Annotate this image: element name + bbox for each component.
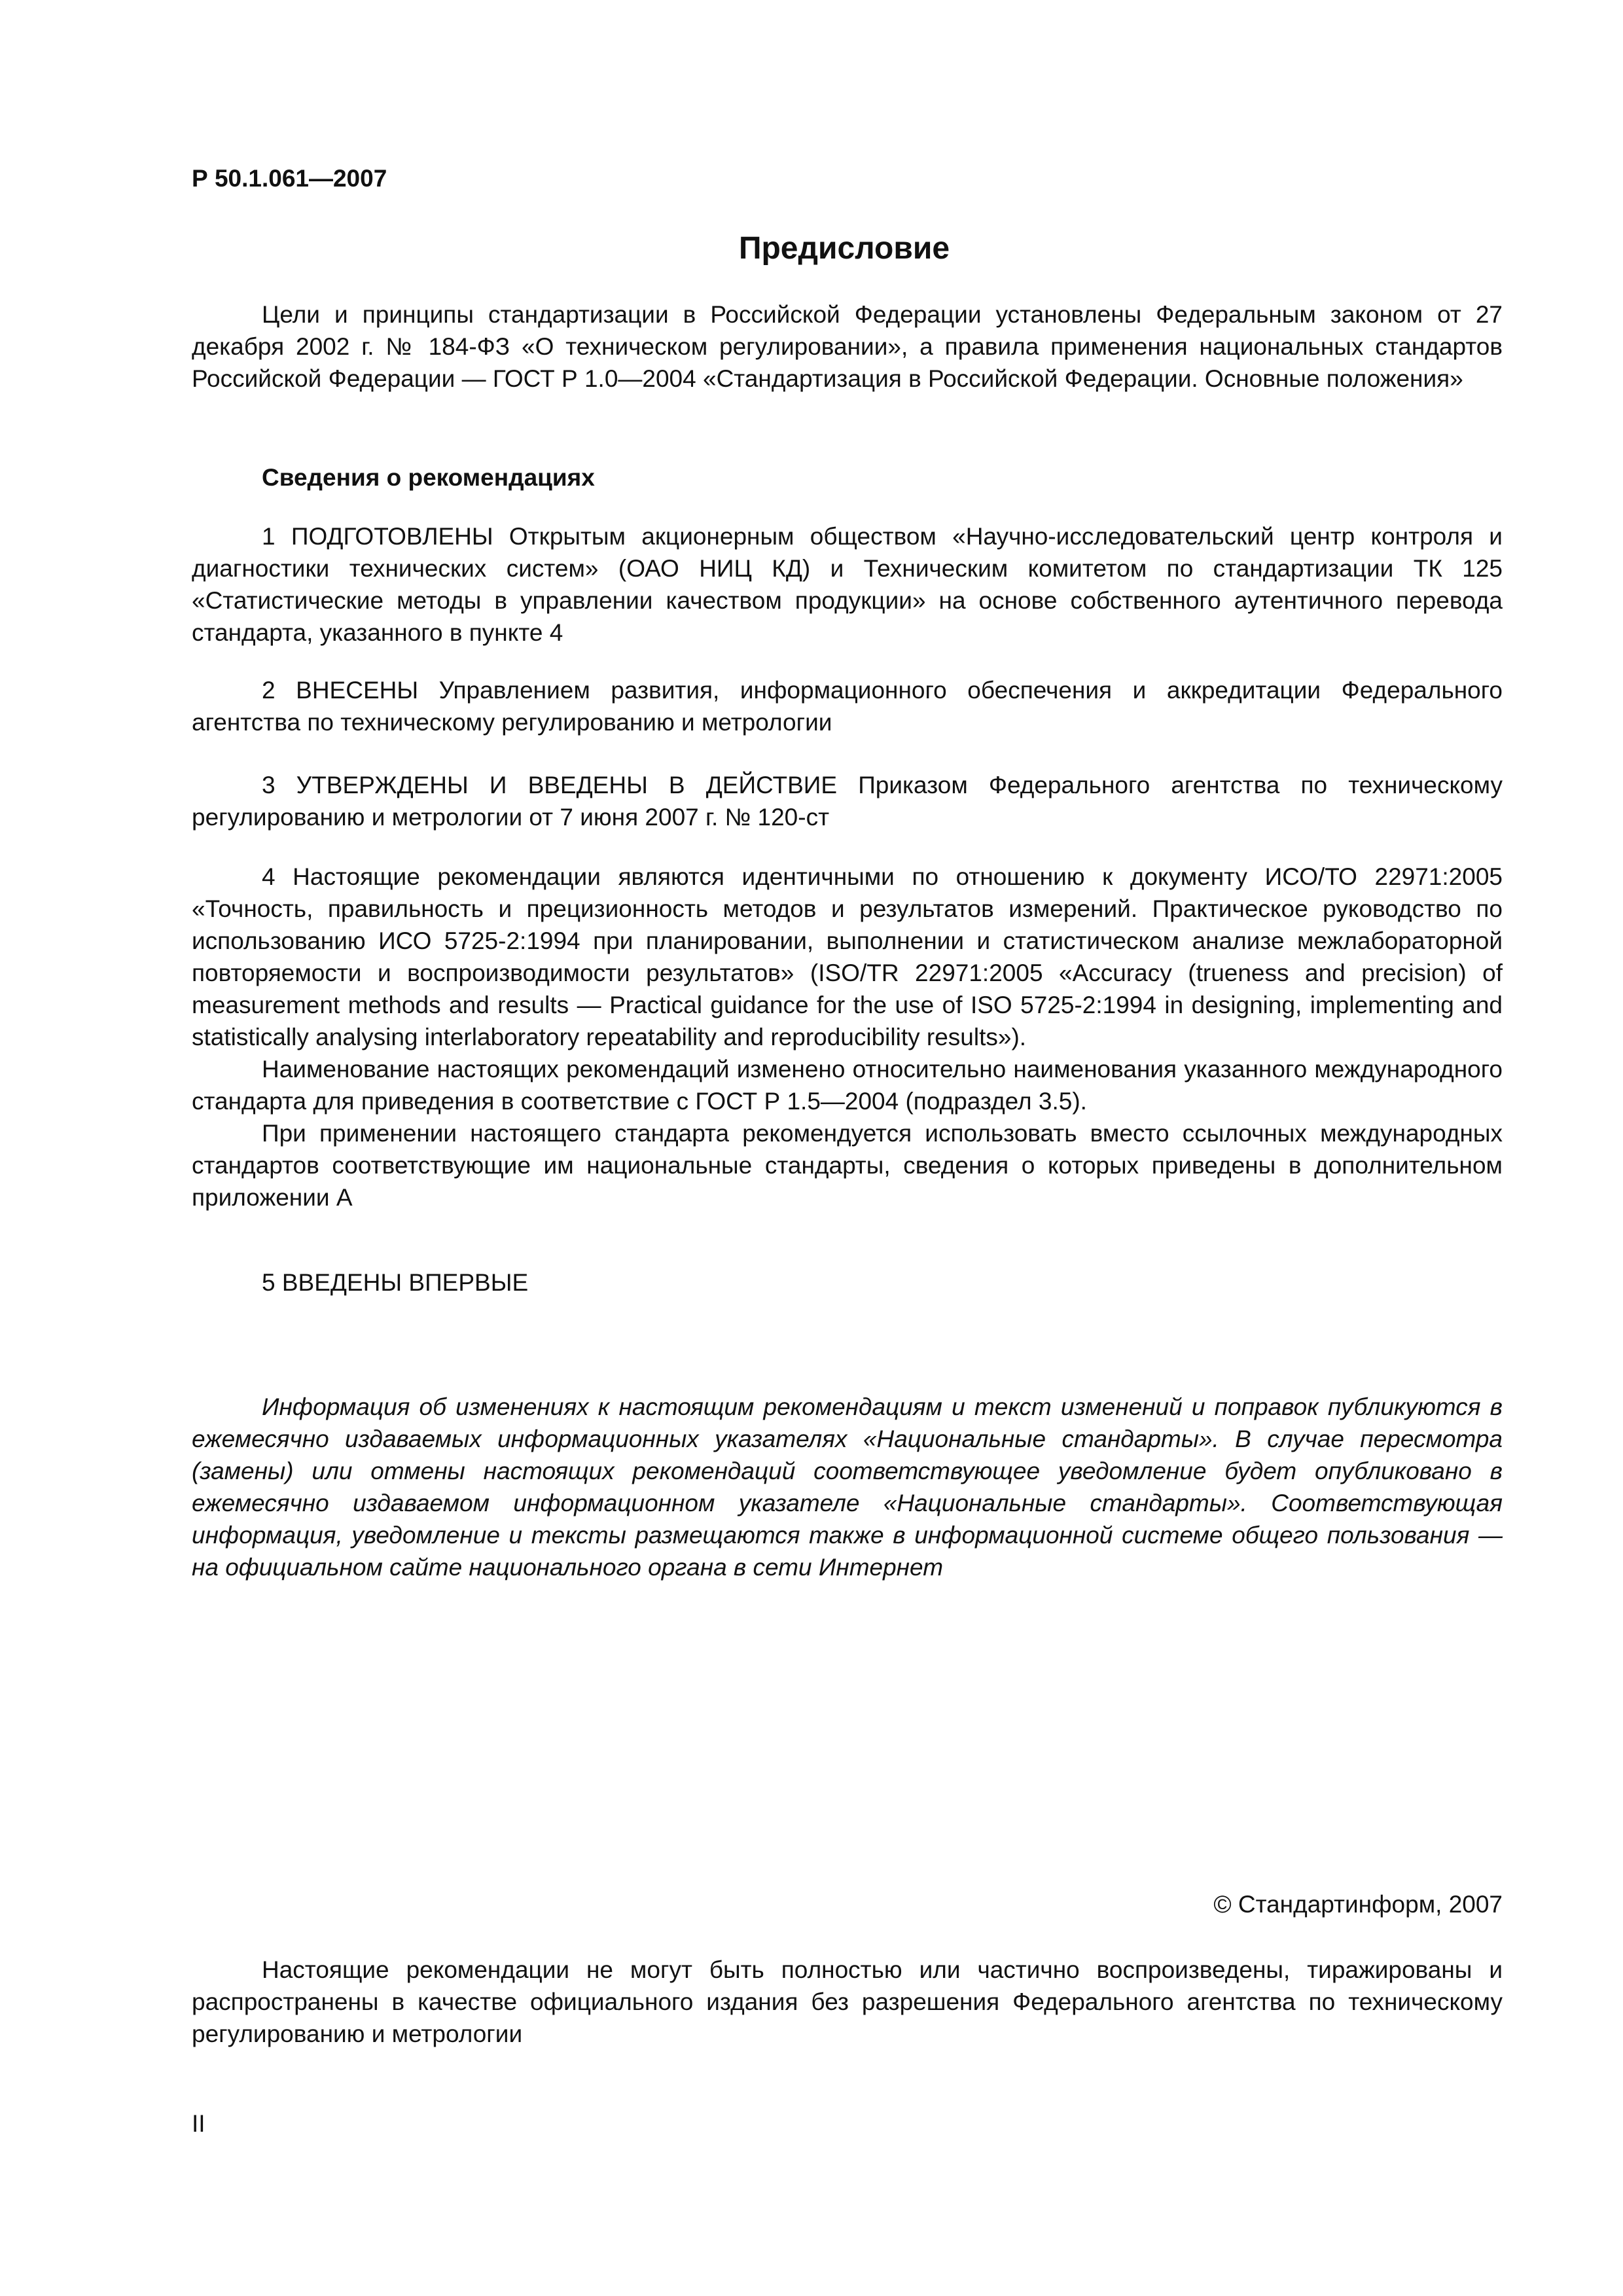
- intro-text: Цели и принципы стандартизации в Российской Федерации установлены Федеральным законом от 27 декабря 2002 г. № 184-ФЗ «О техническом регулировании», а правила применения национальных стандартов Российской Федерации — ГОСТ Р 1.0—2004 «Стандартизация в Российской Федерации. Основные положения»: [192, 301, 1503, 392]
- item-3: [192, 769, 1503, 833]
- restriction-paragraph: [192, 1954, 1503, 2050]
- item-4-note-2: При применении настоящего стандарта рекомендуется использовать вместо ссылочных международных стандартов соответствующие им национальные стандарты, сведения о которых приведены в дополнительном приложении А: [192, 1120, 1503, 1211]
- intro-paragraph: [192, 298, 1503, 395]
- item-2: [192, 674, 1503, 738]
- item-1: [192, 520, 1503, 649]
- restriction-text: Настоящие рекомендации не могут быть полностью или частично воспроизведены, тиражированы и распространены в качестве официального издания без разрешения Федерального агентства по техническому регулированию и метрологии: [192, 1956, 1503, 2047]
- page-title: Предисловие: [738, 231, 950, 266]
- document-code: Р 50.1.061—2007: [192, 165, 387, 192]
- item-4-label: 4 Настоящие: [262, 863, 420, 890]
- notice-text: Информация об изменениях к настоящим рекомендациям и текст изменений и поправок публикуются в ежемесячно издаваемых информационных указателях «Национальные стандарты». В случае пересмотра (замены) или отмены настоящих рекомендаций соответствующее уведомление будет опубликовано в ежемесячно издаваемом информационном указателе «Национальные стандарты». Соответствующая информация, уведомление и тексты размещаются также в информационной системе общего пользования — на официальном сайте национального органа в сети Интернет: [192, 1393, 1503, 1581]
- item-1-text: Открытым акционерным обществом «Научно-исследовательский центр контроля и диагностики технических систем» (ОАО НИЦ КД) и Техническим комитетом по стандартизации ТК 125 «Статистические методы в управлении качеством продукции» на основе собственного аутентичного перевода стандарта, указанного в пункте 4: [192, 523, 1503, 646]
- notice-paragraph: [192, 1391, 1503, 1583]
- item-3-label: 3 УТВЕРЖДЕНЫ И ВВЕДЕНЫ В ДЕЙСТВИЕ: [262, 772, 838, 798]
- page-number: II: [192, 2110, 205, 2137]
- item-5: [192, 1266, 1503, 1299]
- item-2-text: Управлением развития, информационного обеспечения и аккредитации Федерального агентства по техническому регулированию и метрологии: [192, 677, 1503, 736]
- item-2-label: 2 ВНЕСЕНЫ: [262, 677, 419, 704]
- item-1-label: 1 ПОДГОТОВЛЕНЫ: [262, 523, 493, 550]
- item-4-text: рекомендации являются идентичными по отношению к документу ИСО/ТО 22971:2005 «Точность, правильность и прецизионность методов и результатов измерений. Практическое руководство по использованию ИСО 5725-2:1994 при планировании, выполнении и статистическом анализе межлабораторной повторяемости и воспроизводимости результатов» (ISO/TR 22971:2005 «Accuracy (trueness and precision) of measurement methods and results — Practical guidance for the use of ISO 5725-2:1994 in designing, implementing and statistically analysing interlaboratory repeatability and reproducibility results»).: [192, 863, 1503, 1050]
- item-4: [192, 861, 1503, 1213]
- item-4-note-1: Наименование настоящих рекомендаций изменено относительно наименования указанного международного стандарта для приведения в соответствие с ГОСТ Р 1.5—2004 (подраздел 3.5).: [192, 1056, 1503, 1115]
- section-heading: Сведения о рекомендациях: [262, 464, 595, 491]
- item-3-text: Приказом Федерального агентства по техническому регулированию и метрологии от 7 июня 2007 г. № 120-ст: [192, 772, 1503, 831]
- copyright-line: © Стандартинформ, 2007: [1213, 1891, 1503, 1918]
- item-5-text: 5 ВВЕДЕНЫ ВПЕРВЫЕ: [262, 1269, 529, 1296]
